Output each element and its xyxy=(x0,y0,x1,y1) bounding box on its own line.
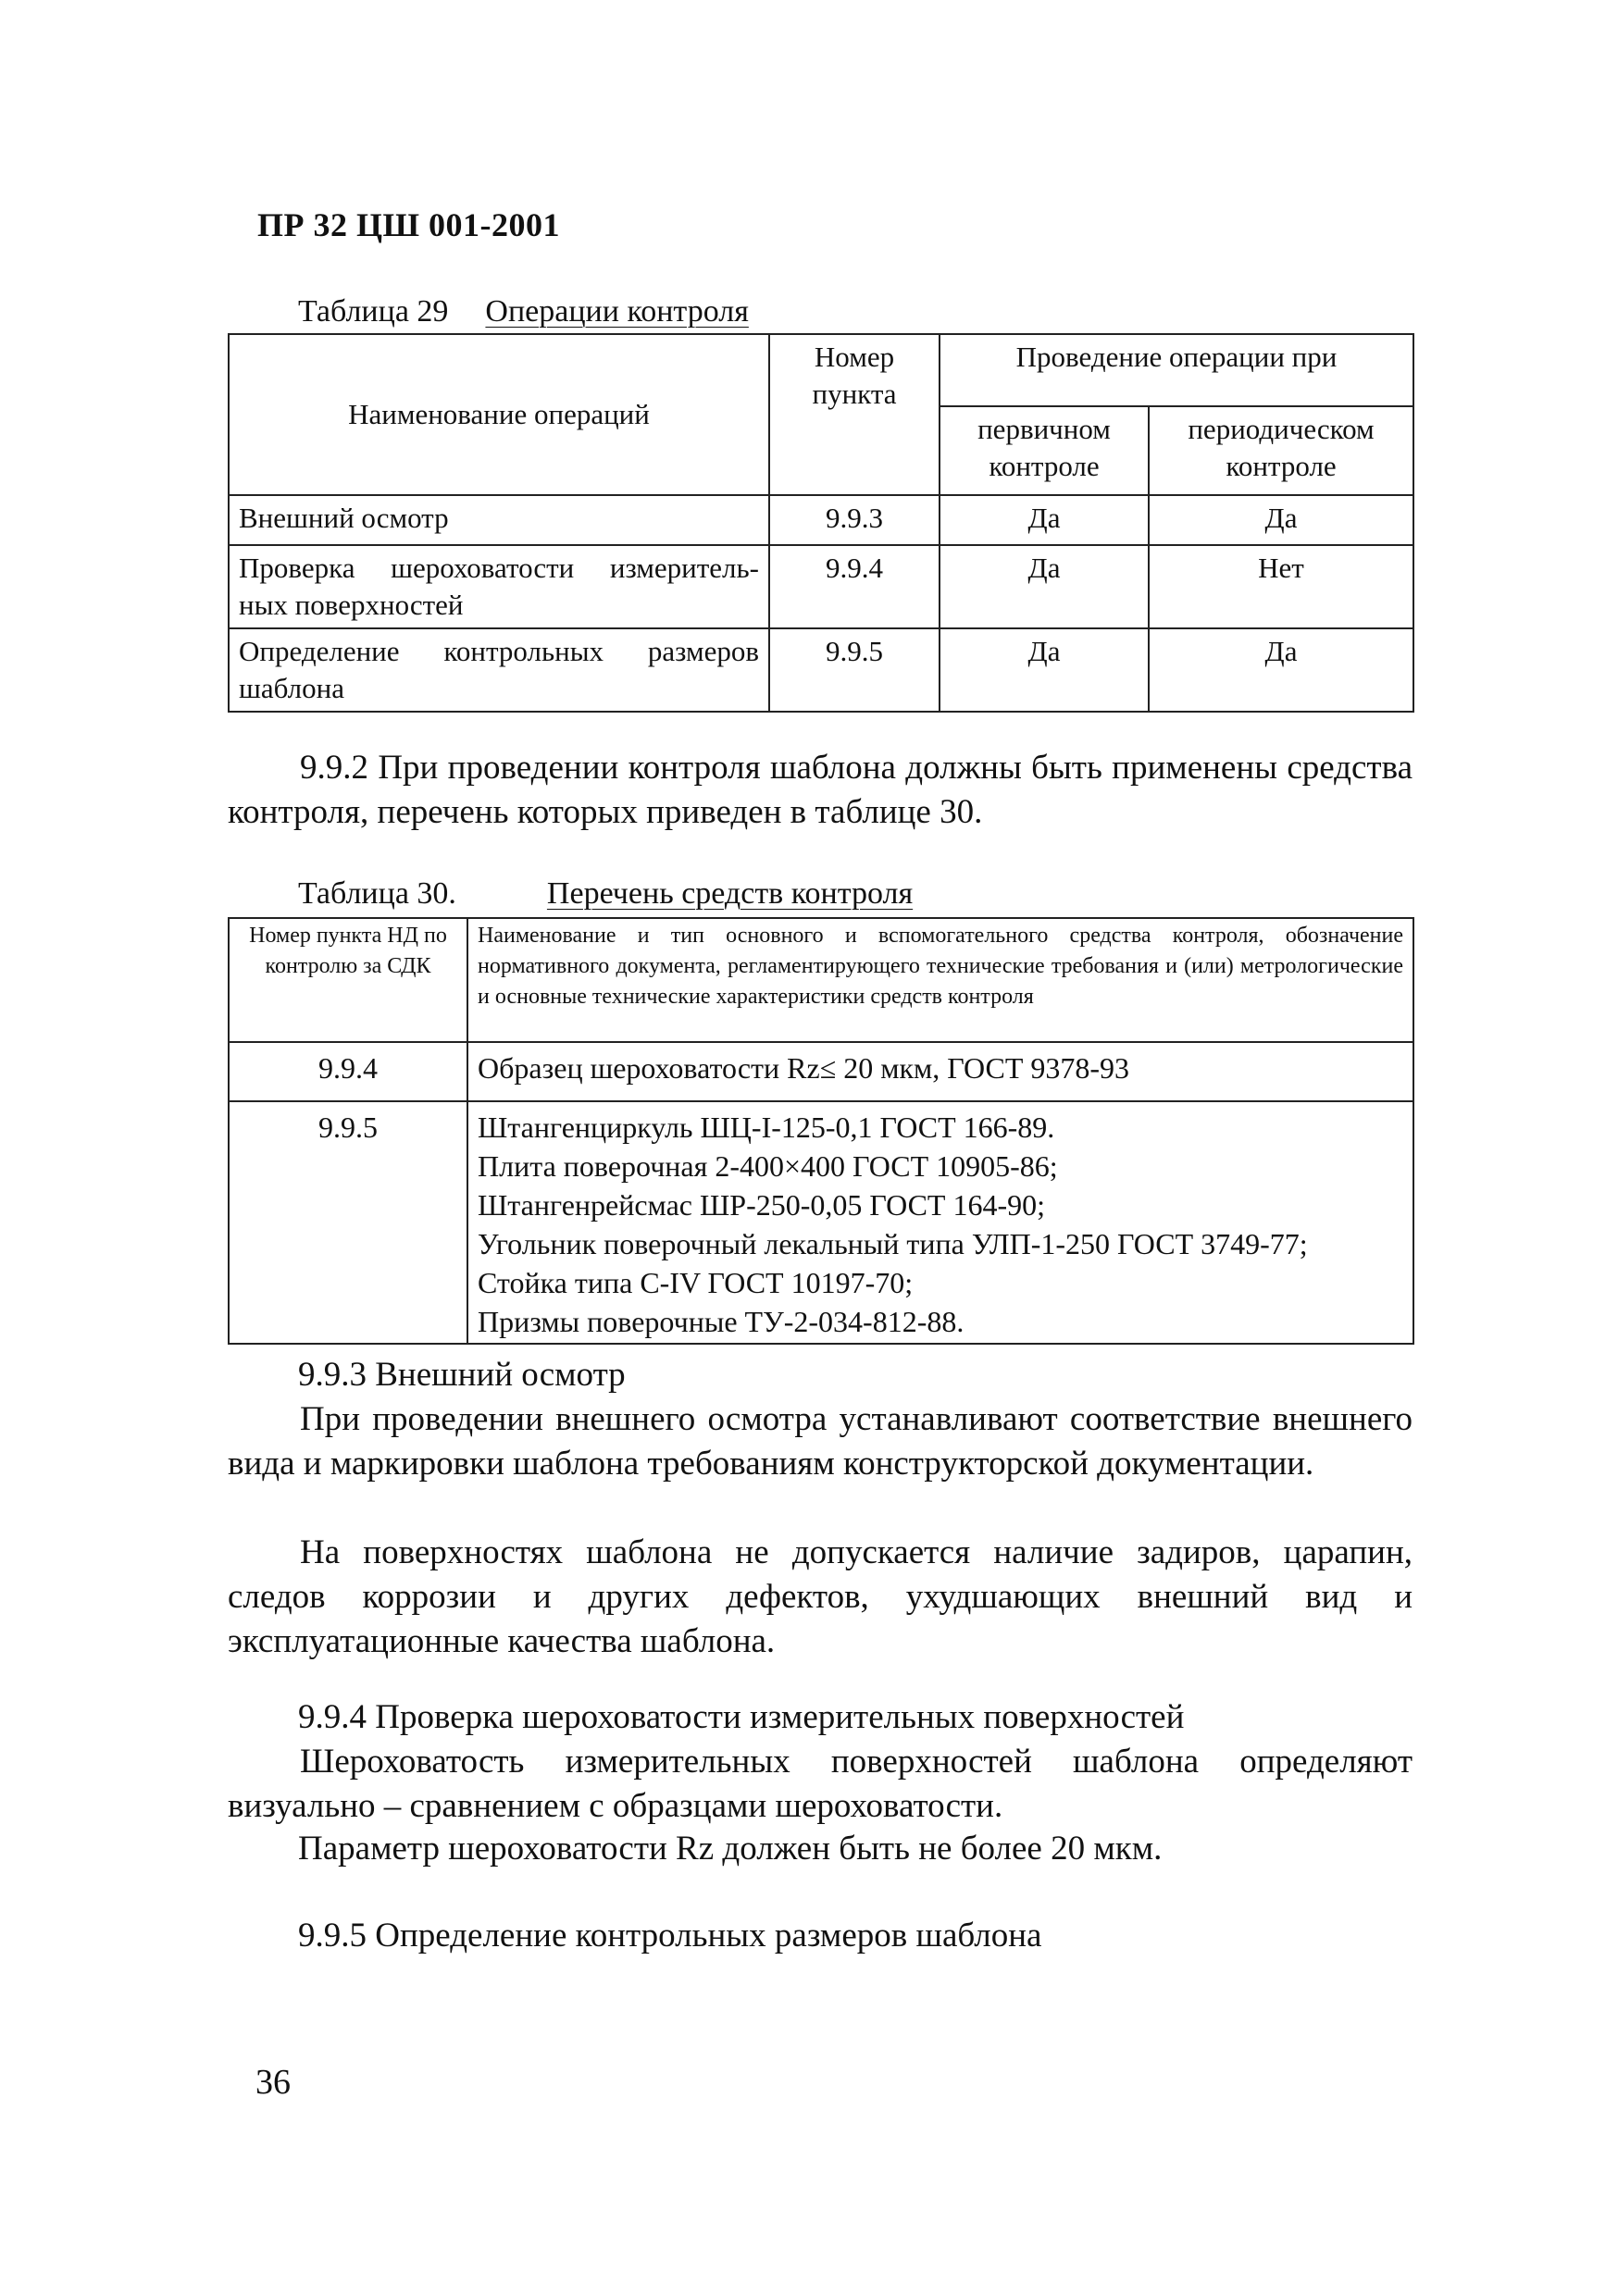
heading-9-9-5: 9.9.5 Определение контрольных размеров шаблона xyxy=(298,1917,1042,1955)
table-row xyxy=(229,628,1413,712)
table30-line: Призмы поверочные ТУ-2-034-812-88. xyxy=(478,1305,965,1338)
table30 xyxy=(228,917,1414,1345)
table30-line: Угольник поверочный лекальный типа УЛП-1-250 ГОСТ 3749-77; xyxy=(478,1227,1308,1260)
table-row xyxy=(229,545,1413,628)
table29-header-name: Наименование операций xyxy=(229,334,769,495)
table30-line: Плита поверочная 2-400×400 ГОСТ 10905-86; xyxy=(478,1149,1058,1183)
table29-cell-name xyxy=(229,545,769,628)
table29-title: Операции контроля xyxy=(485,294,749,329)
table30-line: Стойка типа С-IV ГОСТ 10197-70; xyxy=(478,1266,914,1299)
table29-cell-item: 9.9.3 xyxy=(769,495,940,545)
table29-cell-name-line1: Проверка шероховатости измеритель- xyxy=(239,552,759,584)
table30-cell-item: 9.9.5 xyxy=(229,1101,467,1344)
heading-9-9-4: 9.9.4 Проверка шероховатости измерительных поверхностей xyxy=(298,1698,1185,1736)
table29-header-periodic: периодическом контроле xyxy=(1149,406,1413,495)
document-code: ПР 32 ЦШ 001-2001 xyxy=(257,206,561,243)
table30-header-description: Наименование и тип основного и вспомогательного средства контроля, обозначение нормативного документа, регламентирующего технические требования и (или) метрологические и основные технические характеристики средств контроля xyxy=(467,918,1413,1042)
table-row xyxy=(229,495,1413,545)
table29-cell-primary: Да xyxy=(940,628,1149,712)
table29-cell-name-line2: шаблона xyxy=(239,672,344,704)
heading-9-9-3: 9.9.3 Внешний осмотр xyxy=(298,1356,626,1394)
table30-line: Штангенрейсмас ШР-250-0,05 ГОСТ 164-90; xyxy=(478,1188,1046,1222)
paragraph-9-9-3-p1: При проведении внешнего осмотра устанавливают соответствие внешнего вида и маркировки шаблона требованиям конструкторской документации. xyxy=(228,1400,1413,1483)
table30-header-item: Номер пункта НД по контролю за СДК xyxy=(229,918,467,1042)
table29-cell-name xyxy=(229,628,769,712)
table30-cell-item: 9.9.4 xyxy=(229,1042,467,1101)
table30-title: Перечень средств контроля xyxy=(546,876,914,911)
table29-cell-name: Внешний осмотр xyxy=(229,495,769,545)
table29-number: Таблица 29 xyxy=(298,294,449,329)
paragraph-9-9-3-p2: На поверхностях шаблона не допускается наличие задиров, царапин, следов коррозии и других дефектов, ухудшающих внешний вид и эксплуатационные качества шаблона. xyxy=(228,1533,1413,1660)
table29-cell-periodic: Нет xyxy=(1149,545,1413,628)
table29-caption xyxy=(298,294,749,329)
table29-cell-item: 9.9.5 xyxy=(769,628,940,712)
table29-cell-periodic: Да xyxy=(1149,495,1413,545)
table29-cell-item: 9.9.4 xyxy=(769,545,940,628)
paragraph-9-9-4-p2: Параметр шероховатости Rz должен быть не более 20 мкм. xyxy=(298,1830,1163,1868)
table-row xyxy=(229,1042,1413,1101)
table29-header-primary: первичном контроле xyxy=(940,406,1149,495)
table29-cell-primary: Да xyxy=(940,545,1149,628)
page-number: 36 xyxy=(255,2063,291,2102)
table30-cell-description xyxy=(467,1101,1413,1344)
table29-cell-name-line2: ных поверхностей xyxy=(239,589,464,621)
paragraph-9-9-2: 9.9.2 При проведении контроля шаблона должны быть применены средства контроля, перечень которых приведен в таблице 30. xyxy=(228,749,1413,831)
table30-caption xyxy=(298,876,913,912)
paragraph-9-9-4-p1: Шероховатость измерительных поверхностей шаблона определяют визуально – сравнением с образцами шероховатости. xyxy=(228,1743,1413,1825)
table29-cell-name-line1: Определение контрольных размеров xyxy=(239,635,759,667)
table29-cell-primary: Да xyxy=(940,495,1149,545)
table29-header-item: Номер пункта xyxy=(769,334,940,495)
table30-line: Штангенциркуль ШЦ-I-125-0,1 ГОСТ 166-89. xyxy=(478,1111,1055,1144)
table30-cell-description xyxy=(467,1042,1413,1101)
table30-number: Таблица 30. xyxy=(298,876,456,911)
table29-cell-periodic: Да xyxy=(1149,628,1413,712)
table29-header-conduct: Проведение операции при xyxy=(940,334,1413,406)
table29 xyxy=(228,333,1414,713)
table-row xyxy=(229,1101,1413,1344)
table30-line: Образец шероховатости Rz≤ 20 мкм, ГОСТ 9378-93 xyxy=(478,1051,1130,1085)
